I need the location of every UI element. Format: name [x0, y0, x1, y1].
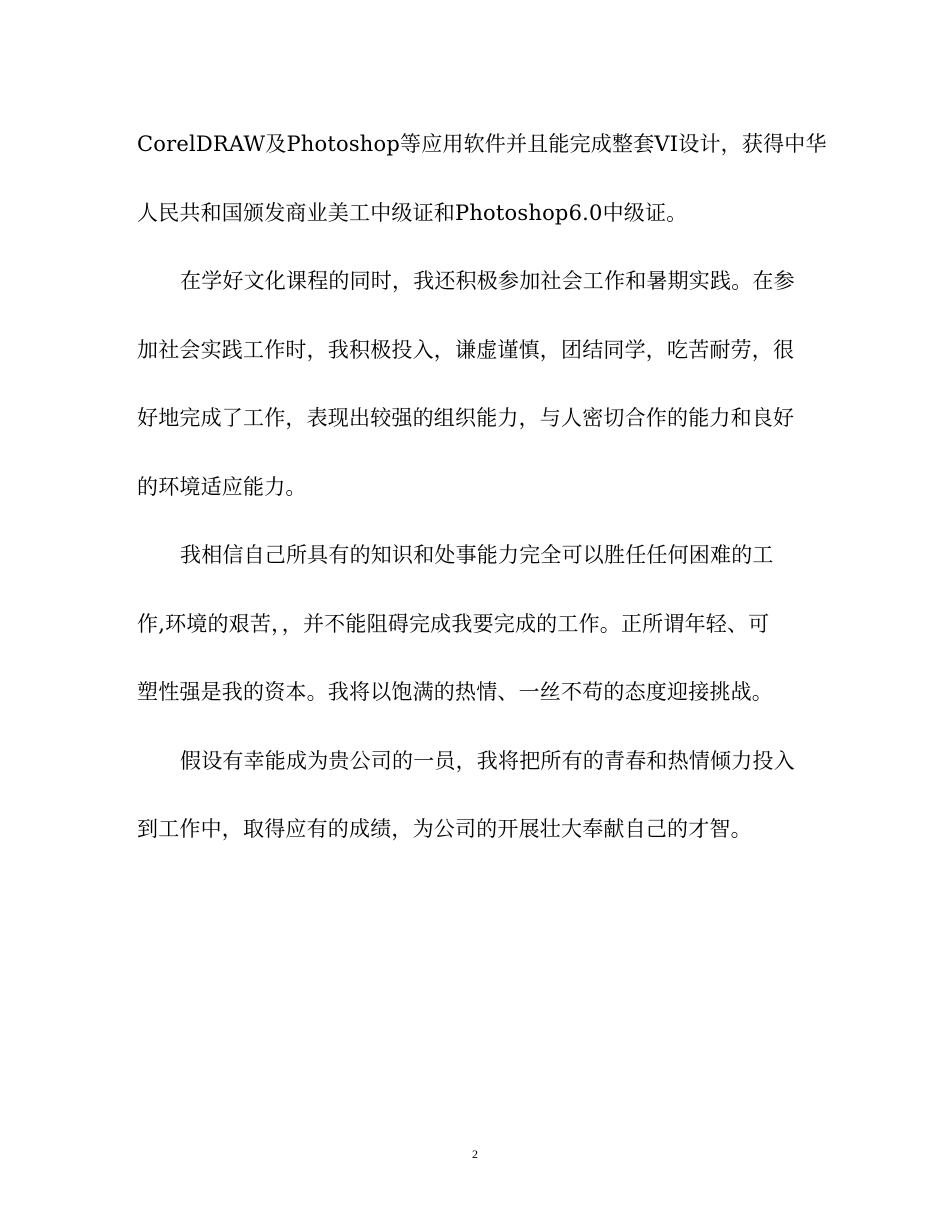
text-line: 好地完成了工作，表现出较强的组织能力，与人密切合作的能力和良好	[137, 406, 795, 430]
text-line: 到工作中，取得应有的成绩，为公司的开展壮大奉献自己的才智。	[137, 817, 752, 841]
body-text	[137, 120, 827, 874]
text-line: 人民共和国颁发商业美工中级证和Photoshop6.0中级证。	[137, 200, 688, 225]
page-number: 2	[472, 1147, 478, 1161]
paragraph-start-line: 我相信自己所具有的知识和处事能力完全可以胜任任何困难的工	[180, 543, 774, 567]
text-line: 作,环境的艰苦，，并不能阻碍完成我要完成的工作。正所谓年轻、可	[137, 611, 770, 636]
text-line: 的环境适应能力。	[137, 474, 307, 499]
text-line: 塑性强是我的资本。我将以饱满的热情、一丝不苟的态度迎接挑战。	[137, 680, 773, 704]
paragraph-start-line: 假设有幸能成为贵公司的一员，我将把所有的青春和热情倾力投入	[180, 748, 795, 773]
text-line: 加社会实践工作时，我积极投入，谦虚谨慎，团结同学，吃苦耐劳，很	[137, 337, 795, 362]
paragraph-start-line: 在学好文化课程的同时，我还积极参加社会工作和暑期实践。在参	[180, 269, 795, 293]
text-line: CorelDRAW及Photoshop等应用软件并且能完成整套VI设计，获得中华	[137, 132, 827, 156]
